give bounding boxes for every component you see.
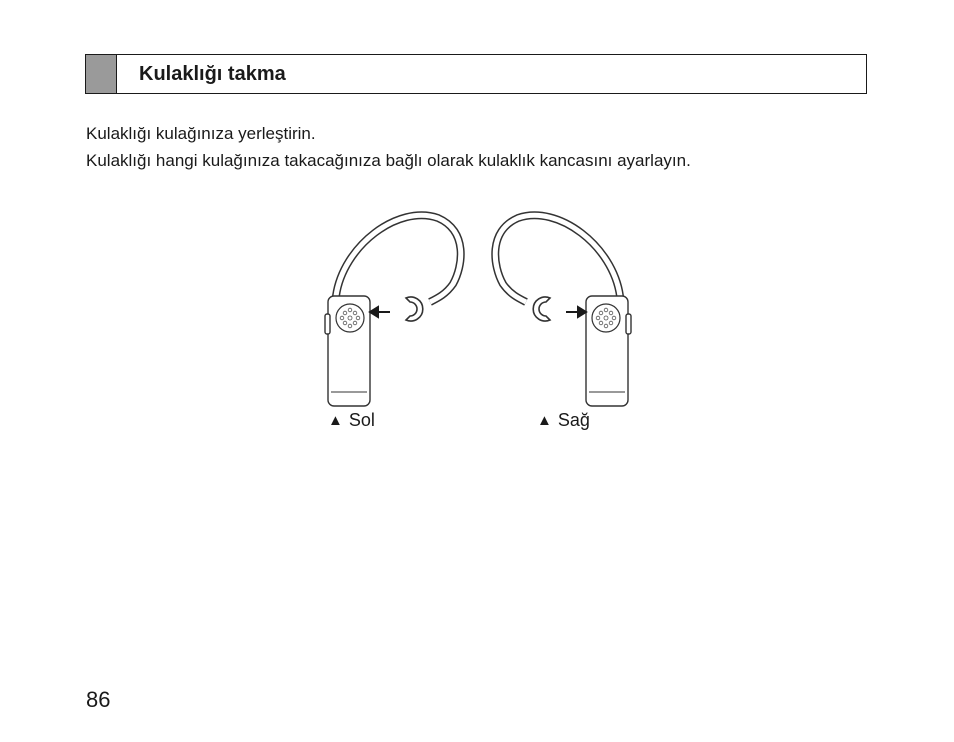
triangle-marker-icon: ▲ — [537, 412, 552, 429]
triangle-marker-icon: ▲ — [328, 412, 343, 429]
right-headset — [495, 215, 631, 406]
instruction-line: Kulaklığı kulağınıza yerleştirin. — [86, 124, 316, 143]
section-title: Kulaklığı takma — [139, 62, 286, 85]
section-marker — [86, 55, 117, 93]
right-caption — [537, 410, 590, 431]
left-label: Sol — [348, 410, 375, 430]
page-number: 86 — [86, 687, 111, 712]
left-caption — [328, 410, 375, 431]
section-header — [85, 54, 867, 94]
instructions — [86, 120, 691, 174]
right-label: Sağ — [557, 410, 590, 430]
instruction-line: Kulaklığı hangi kulağınıza takacağınıza bağlı olarak kulaklık kancasını ayarlayın. — [86, 151, 691, 170]
headset-illustration — [318, 206, 638, 416]
left-headset — [325, 215, 461, 406]
